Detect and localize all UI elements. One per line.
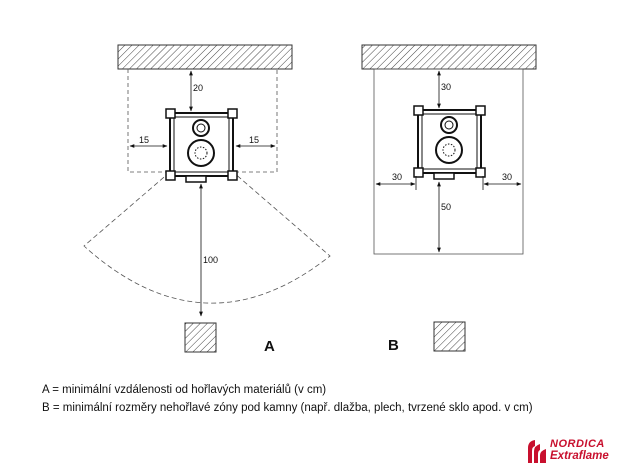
logo-line1: NORDICA <box>550 438 605 450</box>
label-a: A <box>264 338 275 355</box>
wall-b <box>362 45 536 69</box>
floor-sample-b <box>434 322 465 351</box>
logo-line2: Extraflame <box>550 450 609 462</box>
dim-left-b: 30 <box>391 172 403 182</box>
wall-a <box>118 45 292 69</box>
stove-b <box>414 106 485 179</box>
label-b: B <box>388 337 399 354</box>
diagram-a <box>84 45 330 355</box>
dim-front-a: 100 <box>203 255 219 265</box>
dim-front-b: 50 <box>441 202 452 212</box>
dim-left-a: 15 <box>138 135 150 145</box>
dim-back-a: 20 <box>193 83 204 93</box>
dim-right-a: 15 <box>248 135 260 145</box>
diagram-b <box>362 45 536 354</box>
legend-a: A = minimální vzdálenosti od hořlavých materiálů (v cm) <box>42 384 327 396</box>
dim-right-b: 30 <box>501 172 513 182</box>
flame-icon <box>526 438 548 464</box>
legend-b: B = minimální rozměry nehořlavé zóny pod kamny (např. dlažba, plech, tvrzené sklo apod. v cm) <box>42 402 533 414</box>
stove-a <box>166 109 237 182</box>
dim-back-b: 30 <box>441 82 452 92</box>
front-zone-a <box>84 172 330 303</box>
floor-sample-a <box>185 323 216 352</box>
brand-logo <box>526 437 616 465</box>
